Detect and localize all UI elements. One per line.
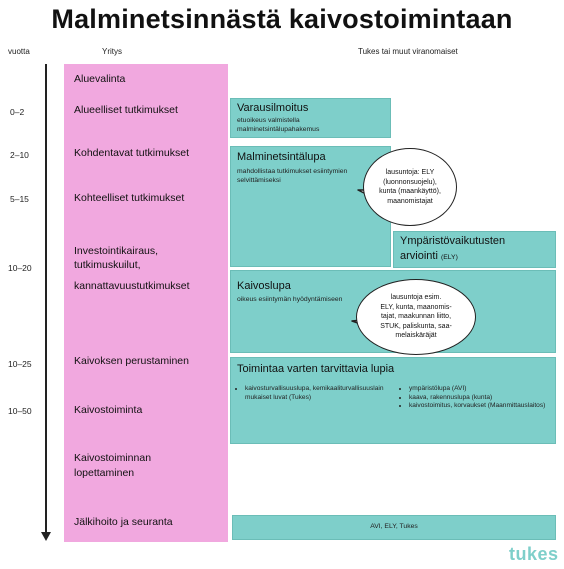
- bubble-line: STUK, paliskunta, saa-: [380, 322, 452, 330]
- toiminta-left-list: [235, 385, 395, 402]
- varausilmoitus-line: etuoikeus valmistella: [237, 117, 300, 124]
- stage-label: Alueelliset tutkimukset: [74, 104, 178, 116]
- bubble-line: lausuntoja esim.: [390, 294, 442, 302]
- bubble-line: ELY, kunta, maanomis-: [380, 303, 452, 311]
- authorities-header: Tukes tai muut viranomaiset: [358, 47, 458, 56]
- statement-bubble-2: [356, 279, 476, 355]
- stage-label: Kaivostoiminta: [74, 404, 143, 416]
- yva-title-suffix: (ELY): [440, 254, 458, 261]
- varausilmoitus-box: [230, 98, 391, 138]
- yva-title-text: arviointi: [400, 250, 438, 262]
- bubble-line: melaiskäräjät: [395, 332, 437, 340]
- bubble-text: [379, 168, 441, 206]
- year-label: 5–15: [10, 194, 29, 204]
- time-axis: [45, 64, 47, 536]
- time-axis-arrow-icon: [41, 532, 51, 541]
- kaivoslupa-title: Kaivoslupa: [237, 280, 291, 292]
- stage-label: lopettaminen: [74, 467, 135, 479]
- bottom-authorities-text: AVI, ELY, Tukes: [370, 523, 418, 531]
- list-item: • kaava, rakennuslupa (kunta): [409, 394, 559, 403]
- bubble-line: maanomistajat: [387, 197, 433, 205]
- stage-label: Jälkihoito ja seuranta: [74, 516, 173, 528]
- varausilmoitus-line: malminetsintälupahakemus: [237, 125, 320, 133]
- year-label: 2–10: [10, 150, 29, 160]
- varausilmoitus-title: Varausilmoitus: [237, 102, 309, 114]
- stage-label: Kohdentavat tutkimukset: [74, 147, 189, 159]
- stage-label: Investointikairaus,: [74, 245, 159, 257]
- bottom-authorities-box: [232, 515, 556, 540]
- list-item: • ympäristölupa (AVI): [409, 385, 559, 394]
- year-label: 10–20: [8, 263, 32, 273]
- bubble-line: kunta (maankäyttö),: [379, 188, 441, 195]
- toiminta-box: [230, 357, 556, 444]
- bubble-line: lausuntoja: ELY: [385, 169, 435, 176]
- years-header: vuotta: [8, 47, 30, 56]
- kaivoslupa-line: oikeus esiintymän hyödyntämiseen: [237, 296, 343, 303]
- tukes-logo: tukes: [509, 544, 559, 564]
- malminetsintalupa-line: mahdollistaa tutkimukset esiintymien: [237, 168, 348, 175]
- toiminta-right-list: [399, 385, 559, 411]
- stage-label: Kaivoksen perustaminen: [74, 355, 189, 367]
- year-label: 10–50: [8, 406, 32, 416]
- year-label: 10–25: [8, 359, 32, 369]
- stage-label: tutkimuskuilut,: [74, 259, 141, 271]
- page-title: Malminetsinnästä kaivostoimintaan: [51, 4, 513, 34]
- year-label: 0–2: [10, 107, 25, 117]
- malminetsintalupa-line: selvittämiseksi: [237, 176, 281, 184]
- list-item: • kaivosturvallisuuslupa, kemikaaliturvallisuuslain mukaiset luvat (Tukes): [245, 385, 395, 402]
- bubble-text: [380, 293, 452, 341]
- malminetsintalupa-title: Malminetsintälupa: [237, 151, 326, 163]
- yva-title: Ympäristövaikutusten: [400, 235, 506, 247]
- stage-label: kannattavuustutkimukset: [74, 280, 190, 292]
- statement-bubble-1: [363, 148, 457, 226]
- list-item: • kaivostoimitus, korvaukset (Maanmittauslaitos): [409, 402, 559, 411]
- toiminta-title: Toimintaa varten tarvittavia lupia: [237, 363, 395, 375]
- bubble-line: (luonnonsuojelu),: [383, 178, 437, 186]
- stage-label: Kohteelliset tutkimukset: [74, 192, 185, 204]
- stage-label: Aluevalinta: [74, 73, 126, 85]
- company-header: Yritys: [102, 47, 122, 56]
- stage-label: Kaivostoiminnan: [74, 452, 152, 464]
- bubble-line: tajat, maakunnan liitto,: [380, 313, 452, 321]
